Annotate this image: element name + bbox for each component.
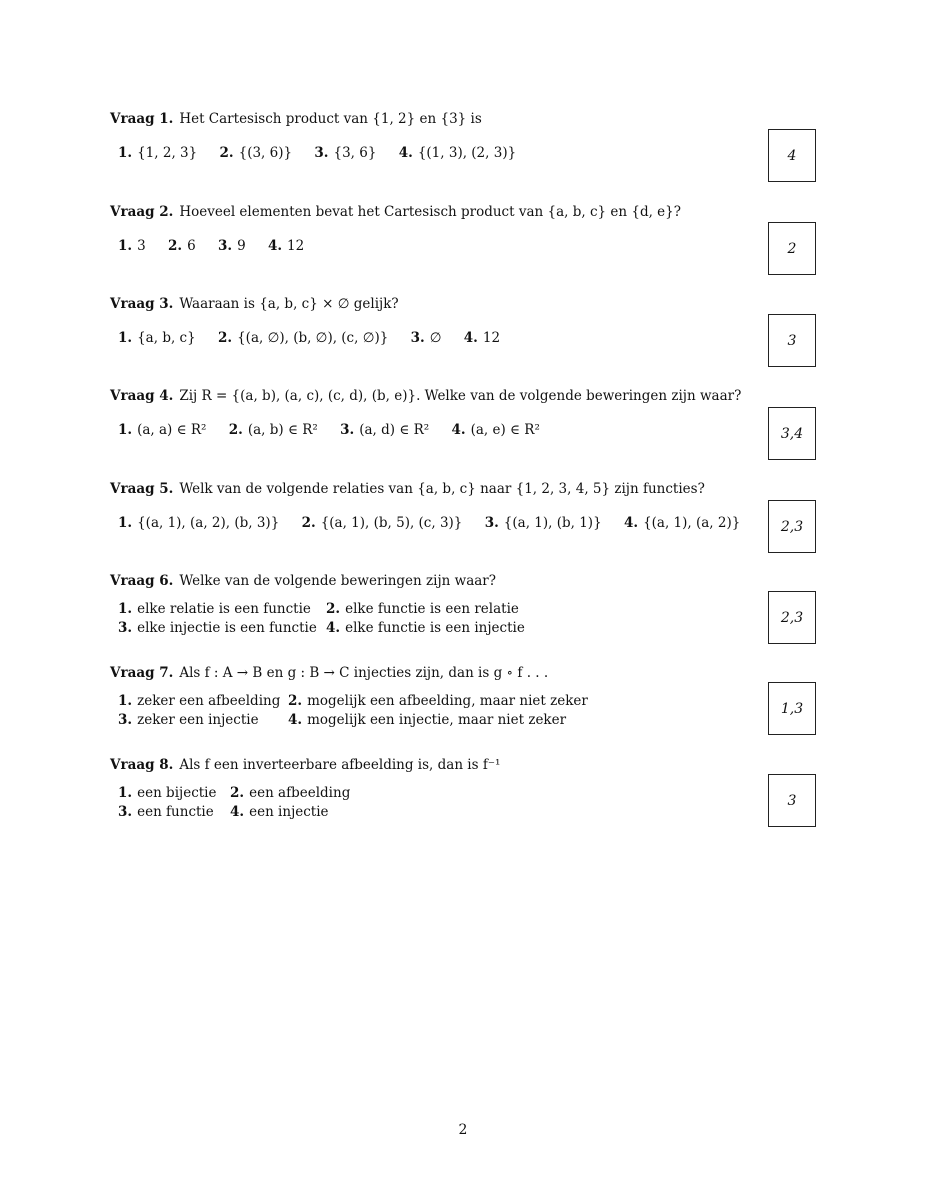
option-4: 4. {(1, 3), (2, 3)} [398,145,517,161]
option-1: 1. (a, a) ∈ R² [118,422,207,438]
question-5 [110,480,741,532]
option-4: 4. elke functie is een injectie [326,620,525,636]
option-4: 4. een injectie [230,804,329,820]
option-2: 2. 6 [167,238,196,254]
question-5-options [110,514,741,532]
option-4: 4. mogelijk een injectie, maar niet zeker [288,712,567,728]
question-3-text: Vraag 3. Waaraan is {a, b, c} × ∅ gelijk? [110,296,399,312]
question-5-text: Vraag 5. Welk van de volgende relaties van {a, b, c} naar {1, 2, 3, 4, 5} zijn functies? [110,481,705,497]
question-3-options [110,329,730,347]
option-2: 2. {(a, ∅), (b, ∅), (c, ∅)} [218,330,389,346]
option-3: 3. (a, d) ∈ R² [340,422,430,438]
question-8-options [110,784,730,821]
option-3: 3. 9 [217,238,246,254]
option-2: 2. {(3, 6)} [219,145,293,161]
option-2: 2. (a, b) ∈ R² [228,422,318,438]
question-6 [110,572,730,637]
option-4: 4. 12 [267,238,305,254]
question-2 [110,203,730,255]
option-4: 4. 12 [463,330,501,346]
question-2-options [110,237,730,255]
answer-box-3: 3 [768,314,816,367]
answer-box-5: 2,3 [768,500,816,553]
answer-box-7: 1,3 [768,682,816,735]
option-4: 4. (a, e) ∈ R² [451,422,540,438]
option-1: 1. zeker een afbeelding [118,693,281,709]
question-4-text: Vraag 4. Zij R = {(a, b), (a, c), (c, d), (b, e)}. Welke van de volgende beweringen zijn waar? [110,388,742,404]
question-6-text: Vraag 6. Welke van de volgende beweringen zijn waar? [110,573,496,589]
page-number: 2 [458,1122,468,1138]
option-1: 1. {(a, 1), (a, 2), (b, 3)} [118,515,280,531]
option-3: 3. zeker een injectie [118,712,259,728]
question-7-options [110,692,730,729]
question-8-text: Vraag 8. Als f een inverteerbare afbeelding is, dan is f⁻¹ [110,757,501,773]
option-2: 2. {(a, 1), (b, 5), (c, 3)} [301,515,463,531]
option-2: 2. elke functie is een relatie [326,601,519,617]
answer-box-8: 3 [768,774,816,827]
option-1: 1. {1, 2, 3} [118,145,198,161]
option-3: 3. ∅ [410,330,442,346]
question-7 [110,664,730,729]
option-3: 3. elke injectie is een functie [118,620,317,636]
option-3: 3. {(a, 1), (b, 1)} [484,515,602,531]
option-3: 3. {3, 6} [314,145,377,161]
option-1: 1. een bijectie [118,785,217,801]
question-3 [110,295,730,347]
question-7-text: Vraag 7. Als f : A → B en g : B → C injecties zijn, dan is g ∘ f . . . [110,665,549,681]
answer-box-6: 2,3 [768,591,816,644]
question-2-text: Vraag 2. Hoeveel elementen bevat het Cartesisch product van {a, b, c} en {d, e}? [110,204,681,220]
option-4: 4. {(a, 1), (a, 2)} [623,515,741,531]
answer-box-2: 2 [768,222,816,275]
answer-box-1: 4 [768,129,816,182]
option-3: 3. een functie [118,804,214,820]
question-6-options [110,600,730,637]
answer-box-4: 3,4 [768,407,816,460]
question-1-text: Vraag 1. Het Cartesisch product van {1, 2} en {3} is [110,111,482,127]
question-1-options [110,144,730,162]
question-4 [110,387,742,439]
question-1 [110,110,730,162]
option-1: 1. elke relatie is een functie [118,601,311,617]
option-1: 1. {a, b, c} [118,330,196,346]
option-2: 2. mogelijk een afbeelding, maar niet zeker [288,693,588,709]
option-1: 1. 3 [118,238,146,254]
option-2: 2. een afbeelding [230,785,351,801]
question-8 [110,756,730,821]
question-4-options [110,421,730,439]
